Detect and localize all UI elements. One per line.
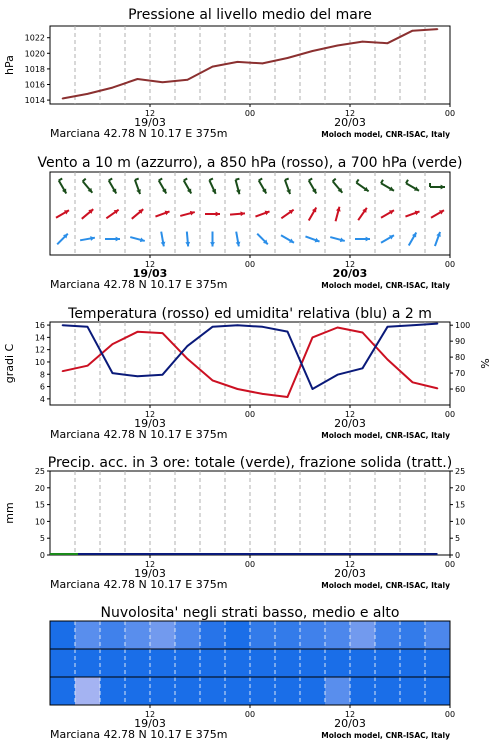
data-point [287,331,289,333]
cloud-cell [325,677,351,705]
location-label: Marciana 42.78 N 10.17 E 375m [50,428,228,441]
data-point [237,61,239,63]
y2-tick-label: 0 [455,551,461,560]
x-tick-label: 12 [144,260,156,269]
wind-arrow [333,179,343,193]
cloud-cell [75,621,101,649]
cloud-cell [125,649,151,677]
wind-arrow [435,232,441,246]
x-axis-1 [50,255,455,291]
cloud-cell [275,677,301,705]
data-point [237,324,239,326]
data-point [137,78,139,80]
wind-arrow [80,236,95,241]
credit-label: Moloch model, CNR-ISAC, Italy [321,130,450,139]
wind-arrow [431,210,444,218]
cloud-cell [250,677,276,705]
data-point [437,323,439,325]
cloud-cell [125,621,151,649]
credit-label: Moloch model, CNR-ISAC, Italy [321,731,450,740]
grid-lines-3 [75,471,425,555]
cloud-cell [375,649,401,677]
y-tick-label: 1016 [24,80,45,90]
date-label: 19/03 [132,267,168,280]
data-point [412,381,414,383]
data-point [337,374,339,376]
y-tick-label: 1014 [24,96,45,106]
x-tick-label: 12 [344,260,356,269]
y2-tick-label: 90 [455,337,466,347]
date-label: 20/03 [334,567,366,580]
wind-arrow-barb [285,179,289,180]
wind-arrow [236,232,241,247]
wind-arrow [381,210,394,218]
data-point [112,87,114,89]
wind-arrow [381,180,394,191]
y2-tick-label: 15 [455,500,466,510]
wind-arrow [56,210,69,218]
date-label: 19/03 [134,417,166,430]
wind-arrow [230,211,245,216]
x-tick-label: 12 [344,109,356,118]
cloud-cell [50,621,76,649]
x-tick-label: 00 [244,410,256,419]
wind-arrow [185,232,190,247]
data-point [162,81,164,83]
date-label: 20/03 [332,267,368,280]
data-point [312,50,314,52]
wind-arrow-barb [356,179,358,182]
data-point [212,380,214,382]
x-tick-label: 12 [144,710,156,719]
x-tick-label: 12 [144,560,156,569]
cloud-cell [375,621,401,649]
wind-arrow [155,211,169,217]
credit-label: Moloch model, CNR-ISAC, Italy [321,281,450,290]
y-axis-left-2 [35,321,50,404]
y2-tick-label: 5 [455,534,461,544]
wind-arrow [257,234,268,245]
x-tick-label: 00 [444,109,456,118]
cloud-cell [350,621,376,649]
x-tick-label: 12 [344,560,356,569]
data-point [187,79,189,81]
data-point [212,66,214,68]
cloud-cell [175,649,201,677]
data-point [362,332,364,334]
y-tick-label: 15 [34,500,45,510]
wind-arrow [381,235,394,243]
wind-arrow [209,179,216,194]
data-point [412,30,414,32]
wind-arrow [205,212,220,217]
data-point [62,98,64,100]
cloud-cell [175,621,201,649]
wind-arrow-barb [109,179,112,181]
credit-label: Moloch model, CNR-ISAC, Italy [321,581,450,590]
wind-arrow [255,211,269,217]
data-point [162,332,164,334]
y-axis-left-0 [25,34,50,105]
wind-arrow-head [210,242,215,246]
credit-label: Moloch model, CNR-ISAC, Italy [321,431,450,440]
date-label: 20/03 [334,116,366,129]
cloud-cell [425,621,451,649]
cloud-cell [75,677,101,705]
grid-lines-0 [75,26,425,104]
data-point [387,326,389,328]
location-label: Marciana 42.78 N 10.17 E 375m [50,278,228,291]
wind-arrow [132,209,143,219]
wind-arrow-barb [236,179,240,180]
wind-arrow-barb [135,179,139,180]
data-point [262,393,264,395]
cloud-cell [300,649,326,677]
y-axis-label: gradi C [3,343,16,384]
wind-arrow [336,207,341,221]
wind-arrow-barb [381,180,383,183]
data-point [362,367,364,369]
wind-arrow-head [216,212,220,217]
wind-arrow-head [441,185,445,190]
location-label: Marciana 42.78 N 10.17 E 375m [50,728,228,741]
data-point [437,388,439,390]
data-point [187,358,189,360]
data-point [162,374,164,376]
date-label: 19/03 [134,567,166,580]
x-axis-2 [50,405,455,441]
cloud-cell [200,677,226,705]
data-point [212,326,214,328]
wind-arrow [281,210,293,219]
x-tick-label: 00 [244,710,256,719]
wind-arrow [82,209,93,219]
chart-title: Precip. acc. in 3 ore: totale (verde), frazione solida (tratt.) [47,455,453,471]
x-tick-label: 12 [344,410,356,419]
wind-arrow [356,179,368,191]
data-point [387,42,389,44]
y-tick-label: 4 [39,394,45,404]
x-axis-3 [50,555,455,591]
y2-tick-label: 60 [455,385,466,395]
data-point [87,365,89,367]
data-point [387,359,389,361]
wind-arrow-barb [59,179,62,181]
y2-tick-label: 20 [455,483,466,493]
date-label: 19/03 [134,116,166,129]
data-point [62,370,64,372]
wind-arrow [109,179,117,194]
y-tick-label: 14 [34,333,45,343]
y-tick-label: 8 [39,370,45,380]
wind-arrow [309,179,317,194]
wind-arrow-head [185,242,190,247]
wind-arrow [210,232,215,247]
y-axis-right-3 [450,467,465,560]
data-point [312,388,314,390]
cloud-cell [325,621,351,649]
data-point [187,345,189,347]
x-tick-label: 00 [244,260,256,269]
cloud-cell [275,649,301,677]
data-point [337,327,339,329]
chart-title: Nuvolosita' negli strati basso, medio e alto [100,605,400,621]
y-axis-label: hPa [3,55,16,75]
wind-arrow [130,237,144,242]
cloud-cell [250,649,276,677]
y-axis-left-3 [35,467,50,560]
y2-tick-label: 10 [455,517,466,527]
wind-arrow [184,179,192,194]
x-tick-label: 12 [344,710,356,719]
wind-arrow [281,235,294,243]
wind-arrow [285,179,291,194]
cloud-cell [150,649,176,677]
wind-arrow [430,183,445,189]
cloud-cell [400,677,426,705]
data-point [137,375,139,377]
cloud-cell [225,621,251,649]
data-point [62,324,64,326]
y2-tick-label: 25 [455,467,466,476]
x-tick-label: 12 [144,109,156,118]
cloud-cell [100,677,126,705]
wind-arrow-barb [309,179,312,181]
chart-title: Temperatura (rosso) ed umidita' relativa (blu) a 2 m [68,306,432,322]
location-label: Marciana 42.78 N 10.17 E 375m [50,578,228,591]
wind-arrow [405,211,419,217]
y-tick-label: 16 [34,321,45,331]
cloud-cell [400,649,426,677]
wind-arrow [330,237,344,242]
cloud-cell [300,677,326,705]
cloud-cell [275,621,301,649]
y2-axis-label: % [479,358,492,369]
cloud-cell [200,621,226,649]
cloud-cell [325,649,351,677]
cloud-cell [350,677,376,705]
y-tick-label: 1020 [24,49,45,59]
y-axis-label: mm [3,502,16,524]
data-point [137,331,139,333]
date-label: 20/03 [334,417,366,430]
y-tick-label: 6 [39,382,45,392]
cloud-cell [100,621,126,649]
wind-arrow-barb [159,179,162,181]
wind-arrow-barb [184,179,187,181]
wind-arrow [105,237,120,242]
wind-arrow [409,233,417,246]
wind-level-700-hPa [59,179,445,195]
wind-arrow-head [366,237,370,242]
wind-arrow [57,234,68,245]
y-tick-label: 20 [34,483,45,493]
wind-arrow [236,179,241,195]
data-point [287,396,289,398]
data-point [312,337,314,339]
cloud-cell [300,621,326,649]
y-tick-label: 1018 [24,64,45,74]
x-tick-label: 12 [144,410,156,419]
date-label: 19/03 [134,717,166,730]
wind-arrow [106,210,118,219]
data-point [112,343,114,345]
cloud-cell [425,649,451,677]
data-point [362,41,364,43]
cloud-cell [375,677,401,705]
wind-arrow-barb [406,180,408,183]
cloud-cell [350,649,376,677]
x-tick-label: 00 [444,560,456,569]
data-point [437,28,439,30]
cloud-cell [50,677,76,705]
data-point [287,57,289,59]
date-label: 20/03 [334,717,366,730]
cloud-cell [150,621,176,649]
cloud-cell [400,621,426,649]
cloud-cell [75,649,101,677]
wind-arrow-barb [333,179,336,182]
x-tick-label: 00 [244,560,256,569]
cloud-cell [250,621,276,649]
y2-tick-label: 80 [455,353,466,363]
cloud-cell [200,649,226,677]
data-point [262,326,264,328]
location-label: Marciana 42.78 N 10.17 E 375m [50,127,228,140]
data-point [337,45,339,47]
x-axis-0 [50,104,455,140]
x-tick-label: 00 [244,109,256,118]
y-tick-label: 10 [34,517,45,527]
x-tick-label: 00 [444,410,456,419]
wind-arrow [406,180,419,191]
wind-arrow [159,179,167,194]
y-tick-label: 25 [34,467,45,476]
cloud-cell [225,649,251,677]
wind-arrow [83,179,93,193]
wind-arrow [180,211,194,216]
wind-arrow [309,208,317,221]
wind-arrow-barb [209,179,213,181]
y2-tick-label: 70 [455,369,466,379]
wind-arrow-head [116,237,120,242]
y-tick-label: 1022 [24,33,45,43]
y-tick-label: 10 [34,357,45,367]
wind-arrow-barb [83,179,86,182]
cloud-cell [425,677,451,705]
data-point [87,326,89,328]
y-tick-label: 12 [34,345,45,355]
wind-arrow [358,208,367,220]
y-axis-right-2 [450,321,470,394]
wind-arrow [161,232,166,247]
data-point [112,372,114,374]
cloud-cell [125,677,151,705]
chart-title: Pressione al livello medio del mare [128,7,372,23]
cloud-cell [175,677,201,705]
cloud-cell [150,677,176,705]
x-tick-label: 00 [444,710,456,719]
wind-arrow [259,179,267,194]
data-point [412,324,414,326]
x-tick-label: 00 [444,260,456,269]
wind-arrow [305,236,319,242]
x-axis-4 [50,705,455,741]
cloud-cell [100,649,126,677]
data-point [237,388,239,390]
cloud-cell [225,677,251,705]
wind-arrow-barb [259,179,262,181]
wind-arrow [59,179,67,194]
cloud-cell [50,649,76,677]
wind-arrow [135,179,141,194]
wind-level-10-m [57,232,441,247]
grid-lines-1 [75,172,425,255]
y-tick-label: 5 [39,534,45,544]
chart-title: Vento a 10 m (azzurro), a 850 hPa (rosso), a 700 hPa (verde) [37,155,463,171]
grid-lines-2 [75,322,425,405]
wind-arrow-head [240,211,245,216]
y2-tick-label: 100 [455,321,471,331]
y-tick-label: 0 [39,551,45,560]
data-point [262,63,264,65]
data-point [87,93,89,95]
wind-arrow [355,237,370,242]
